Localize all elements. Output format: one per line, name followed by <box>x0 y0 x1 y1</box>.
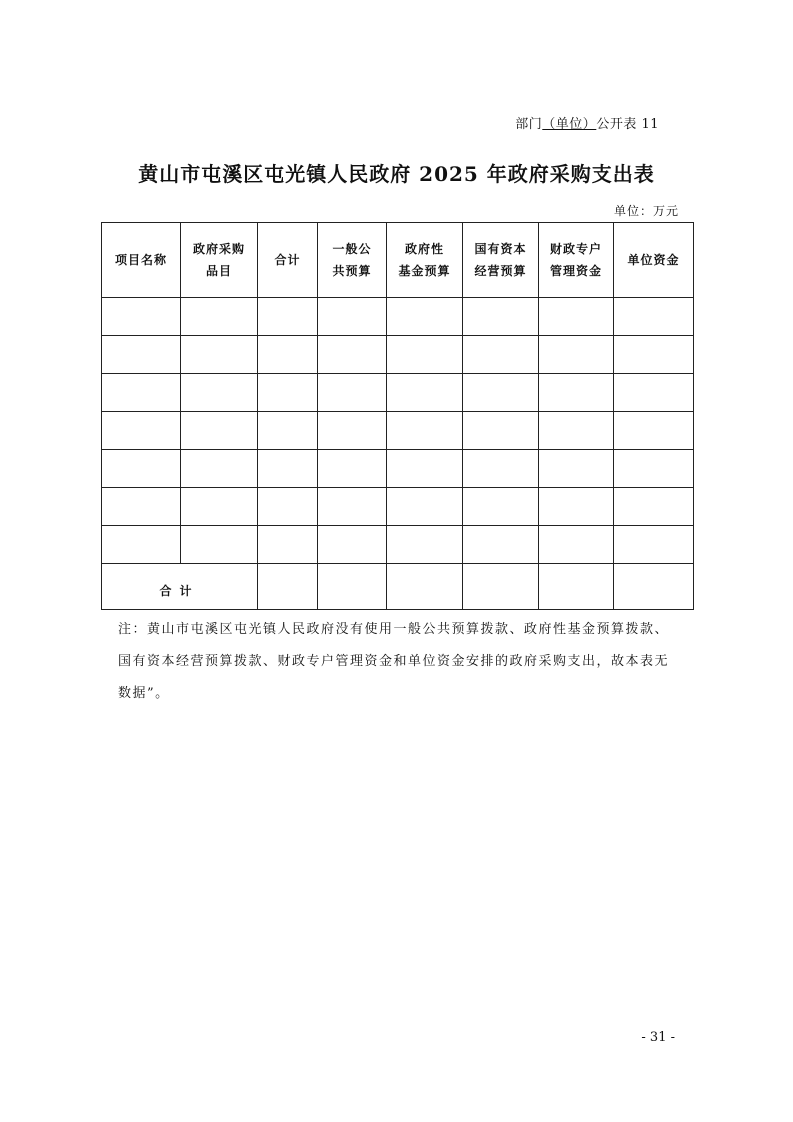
table-cell <box>258 336 318 374</box>
total-label: 合计 <box>102 564 258 610</box>
table-cell <box>102 298 181 336</box>
table-row <box>102 488 694 526</box>
unit-label: 单位：万元 <box>613 204 679 218</box>
table-cell <box>539 336 614 374</box>
table-cell <box>539 488 614 526</box>
header-state-capital-budget: 国有资本 经营预算 <box>463 223 539 298</box>
header-unit-funds: 单位资金 <box>614 223 694 298</box>
table-cell <box>463 374 539 412</box>
table-cell <box>539 374 614 412</box>
table-cell <box>318 298 387 336</box>
table-cell <box>258 412 318 450</box>
table-cell <box>181 526 258 564</box>
header-special-account-funds: 财政专户 管理资金 <box>539 223 614 298</box>
table-cell <box>258 526 318 564</box>
table-cell <box>387 412 463 450</box>
table-cell <box>463 564 539 610</box>
page-title: 黄山市屯溪区屯光镇人民政府 2025 年政府采购支出表 <box>138 162 655 186</box>
page-number: - 31 - <box>641 1030 675 1045</box>
form-code-underlined: （单位） <box>542 117 597 132</box>
table-cell <box>539 298 614 336</box>
note-text: 注：黄山市屯溪区屯光镇人民政府没有使用一般公共预算拨款、政府性基金预算拨款、国有资本经营预算拨款、财政专户管理资金和单位资金安排的政府采购支出，故本表无数据”。 <box>118 622 670 701</box>
table-cell <box>318 564 387 610</box>
table-cell <box>102 450 181 488</box>
table-cell <box>539 526 614 564</box>
table-cell <box>387 374 463 412</box>
table-cell <box>181 412 258 450</box>
table-cell <box>258 564 318 610</box>
table-cell <box>463 488 539 526</box>
table-cell <box>318 374 387 412</box>
table-cell <box>181 450 258 488</box>
table-cell <box>258 298 318 336</box>
form-code-prefix: 部门 <box>515 117 543 132</box>
header-project-name: 项目名称 <box>102 223 181 298</box>
table-cell <box>539 564 614 610</box>
table-cell <box>539 412 614 450</box>
table-cell <box>318 526 387 564</box>
table-cell <box>387 526 463 564</box>
table-cell <box>181 488 258 526</box>
table-cell <box>102 488 181 526</box>
table-cell <box>318 450 387 488</box>
table-cell <box>387 450 463 488</box>
procurement-table <box>101 222 694 610</box>
table-row <box>102 412 694 450</box>
header-gov-fund-budget: 政府性 基金预算 <box>387 223 463 298</box>
table-cell <box>102 412 181 450</box>
table-body <box>102 298 694 610</box>
table-cell <box>463 298 539 336</box>
table-cell <box>318 412 387 450</box>
table-cell <box>102 526 181 564</box>
form-code-suffix: 公开表 11 <box>596 117 659 132</box>
total-row <box>102 564 694 610</box>
table-cell <box>258 488 318 526</box>
table-cell <box>387 564 463 610</box>
table-cell <box>181 374 258 412</box>
table-cell <box>318 488 387 526</box>
table-cell <box>614 374 694 412</box>
table-cell <box>463 412 539 450</box>
table-cell <box>614 526 694 564</box>
table-cell <box>387 336 463 374</box>
table-cell <box>463 526 539 564</box>
table-cell <box>463 336 539 374</box>
table-cell <box>387 488 463 526</box>
form-code-label <box>515 113 659 132</box>
header-procurement-category: 政府采购 品目 <box>181 223 258 298</box>
table-cell <box>318 336 387 374</box>
table-row <box>102 298 694 336</box>
table-row <box>102 526 694 564</box>
table-cell <box>181 298 258 336</box>
table-cell <box>614 488 694 526</box>
table-cell <box>614 450 694 488</box>
table-cell <box>614 336 694 374</box>
table-cell <box>102 336 181 374</box>
table-cell <box>102 374 181 412</box>
table-cell <box>463 450 539 488</box>
table-cell <box>539 450 614 488</box>
table-row <box>102 336 694 374</box>
header-total: 合计 <box>258 223 318 298</box>
table-cell <box>614 412 694 450</box>
table-row <box>102 450 694 488</box>
table-cell <box>614 564 694 610</box>
table-cell <box>258 374 318 412</box>
header-row <box>102 223 694 298</box>
table-cell <box>181 336 258 374</box>
table-cell <box>614 298 694 336</box>
header-general-budget: 一般公 共预算 <box>318 223 387 298</box>
table-row <box>102 374 694 412</box>
table-cell <box>258 450 318 488</box>
table-cell <box>387 298 463 336</box>
